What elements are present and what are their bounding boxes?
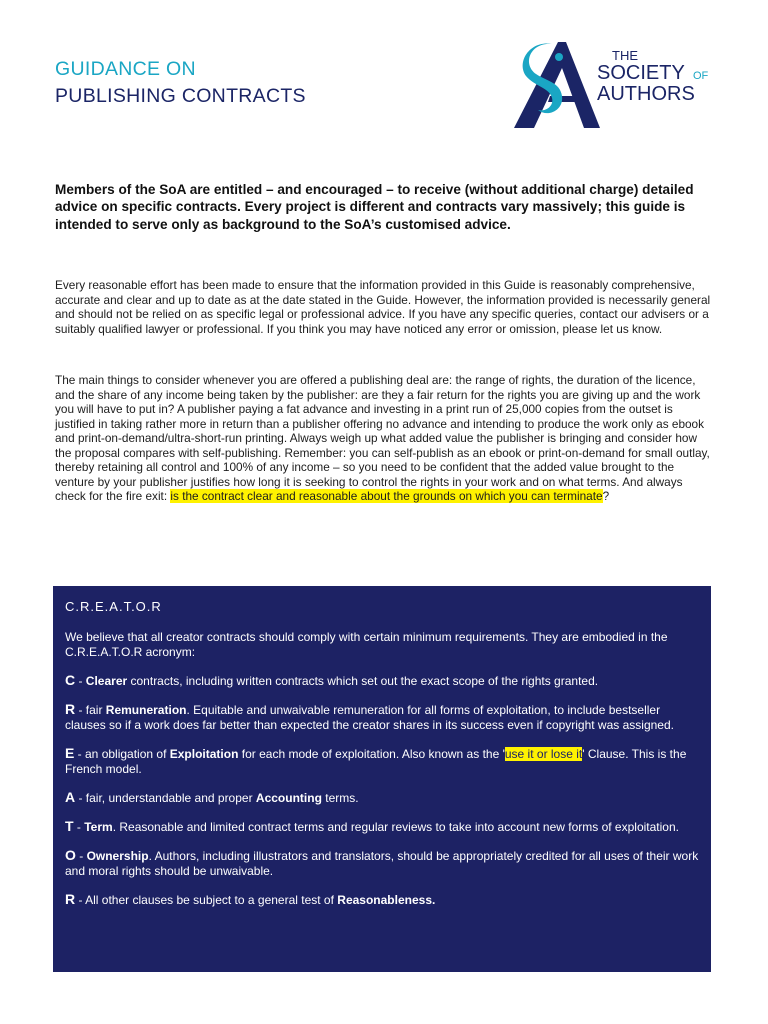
logo-text-the: THE [612,48,638,63]
creator-list [65,673,699,908]
creator-item-o-5 [65,848,699,879]
creator-item-prefix: - [73,820,85,834]
creator-letter: R [65,891,76,907]
creator-item-text: . Authors, including illustrators and translators, should be appropriately credited for all uses of their work and moral rights should be unwaivable. [65,849,699,878]
creator-keyword: Ownership [86,849,149,863]
society-of-authors-logo [512,38,722,130]
creator-item-text: . Reasonable and limited contract terms and regular reviews to take into account new forms of exploitation. [112,820,679,834]
creator-item-t-4 [65,819,699,835]
creator-item-prefix: - All other clauses be subject to a general test of [75,893,338,907]
creator-title: C.R.E.A.T.O.R [65,599,162,614]
creator-item-text-end: ' Clause. This is the French model. [65,747,687,776]
creator-highlight: use it or lose it [504,747,583,761]
creator-letter: A [65,789,76,805]
creator-keyword: Remuneration [105,703,187,717]
creator-item-r-1 [65,702,699,733]
creator-box [53,586,711,972]
creator-item-prefix: - fair, understandable and proper [75,791,256,805]
creator-letter: E [65,745,75,761]
creator-intro: We believe that all creator contracts should comply with certain minimum requirements. They are embodied in the C.R.E.A.T.O.R acronym: [65,630,668,659]
intro-statement: Members of the SoA are entitled – and encouraged – to receive (without additional charge) detailed advice on specific contracts. Every project is different and contracts vary massively; this guide is intended to serve only as background to the SoA’s customised advice. [55,182,694,232]
main-paragraph [55,373,715,504]
title-line-2: PUBLISHING CONTRACTS [55,85,306,107]
logo-text-of: OF [693,70,709,82]
creator-item-c-0 [65,673,699,689]
creator-item-text: for each mode of exploitation. Also known as the ' [238,747,505,761]
creator-keyword: Reasonableness. [337,893,436,907]
creator-item-r-6 [65,892,699,908]
creator-item-prefix: - [75,674,86,688]
creator-item-prefix: - fair [75,703,106,717]
creator-item-prefix: - [75,849,87,863]
creator-letter: T [65,818,74,834]
creator-keyword: Term [84,820,113,834]
disclaimer-paragraph: Every reasonable effort has been made to ensure that the information provided in this Guide is reasonably comprehensive, accurate and clear and up to date as at the date stated in the Guide. However, the information provided is necessarily general and should not be relied on as specific legal or professional advice. If you have any specific queries, contact our advisers or a suitably qualified lawyer or professional. If you think you may have noticed any error or omission, please let us know. [55,278,711,336]
creator-keyword: Exploitation [169,747,239,761]
creator-item-prefix: - an obligation of [74,747,170,761]
creator-item-text: . Equitable and unwaivable remuneration for all forms of exploitation, to include bestseller clauses so if a work does far better than expected the creator shares in its success even if copyright was assigned. [65,703,674,732]
title-line-1: GUIDANCE ON [55,58,196,80]
creator-item-e-2 [65,746,699,777]
main-paragraph-text: The main things to consider whenever you are offered a publishing deal are: the range of rights, the duration of the licence, and the share of any income being taken by the publisher: are they a fair return for the rights you are giving up and the work you will have to put in? A publisher paying a fat advance and investing in a print run of 25,000 copies from the outset is justified in taking rather more in return than a publisher offering no advance and intending to produce the work only as ebook and print-on-demand/ultra-short-run printing. Always weigh up what added value the publisher is bringing and consider how the proposal compares with self-publishing. Remember: you can self-publish as an ebook or print-on-demand for small outlay, thereby retaining all control and 100% of any income – so you need to be confident that the added value brought to the venture by your publisher justifies how long it is seeking to control the rights in your work and on what terms. And always check for the fire exit: [55,373,710,503]
creator-letter: R [65,701,76,717]
creator-keyword: Accounting [255,791,322,805]
creator-item-text: contracts, including written contracts which set out the exact scope of the rights granted. [127,674,599,688]
highlighted-question: is the contract clear and reasonable about the grounds on which you can terminate [170,489,603,503]
main-paragraph-end: ? [602,489,610,503]
creator-letter: C [65,672,76,688]
creator-keyword: Clearer [85,674,128,688]
creator-letter: O [65,847,76,863]
logo-text-authors: AUTHORS [597,83,695,105]
logo-text-society: SOCIETY [597,62,685,84]
document-title [55,57,306,111]
creator-item-text: terms. [321,791,359,805]
creator-item-a-3 [65,790,699,806]
